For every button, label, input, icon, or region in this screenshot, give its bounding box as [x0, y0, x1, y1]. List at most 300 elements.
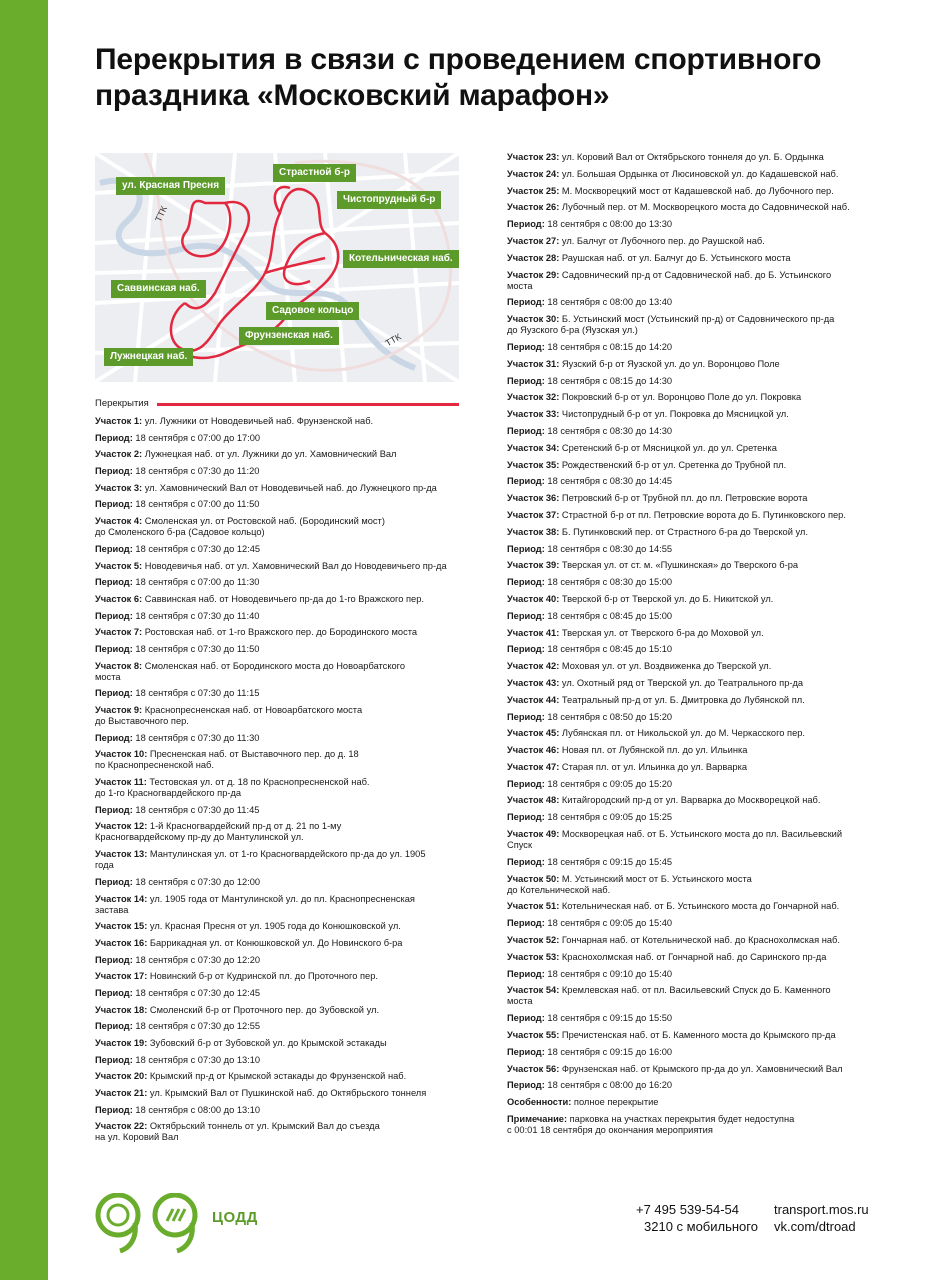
- row-key: Участок 3:: [95, 482, 143, 493]
- title-line-1: Перекрытия в связи с проведением спортивного: [95, 43, 822, 76]
- row-value: ул. 1905 года от Мантулинской ул. до пл. Краснопресненская: [147, 893, 415, 904]
- row-key: Участок 24:: [507, 168, 560, 179]
- row-value-cont: до Котельнической наб.: [507, 884, 611, 895]
- note-value-cont: с 00:01 18 сентября до окончания мероприятия: [507, 1125, 713, 1136]
- row-value: ул. Коровий Вал от Октябрьского тоннеля до ул. Б. Ордынка: [559, 152, 824, 162]
- closure-row: [95, 1105, 467, 1116]
- row-key: Участок 13:: [95, 849, 148, 860]
- row-key: Участок 41:: [507, 627, 560, 638]
- closure-row: [507, 577, 879, 588]
- page-title: [95, 42, 915, 114]
- row-value: Старая пл. от ул. Ильинка до ул. Варварка: [559, 761, 748, 772]
- closure-row: [95, 577, 467, 588]
- row-key: Участок 34:: [507, 442, 560, 453]
- closure-row: [95, 705, 467, 727]
- closure-row: [507, 829, 879, 851]
- row-key: Период:: [95, 1054, 133, 1065]
- row-key: Период:: [507, 644, 545, 655]
- row-key: Участок 44:: [507, 694, 560, 705]
- org-name: ЦОДД: [212, 1209, 258, 1226]
- closure-row: [95, 1071, 467, 1082]
- closure-row: [95, 921, 467, 932]
- closure-row: [507, 779, 879, 790]
- row-key: Период:: [95, 1104, 133, 1115]
- closure-row: [507, 186, 879, 197]
- row-key: Участок 4:: [95, 516, 143, 527]
- row-value: ул. Лужники от Новодевичьей наб. Фрунзенской наб.: [142, 416, 374, 426]
- row-key: Участок 28:: [507, 252, 560, 263]
- map-label-frunzenskaya: Фрунзенская наб.: [239, 327, 339, 345]
- closure-row: [507, 476, 879, 487]
- row-value: 18 сентября с 07:30 до 11:45: [132, 804, 260, 815]
- row-key: Участок 16:: [95, 937, 148, 948]
- closure-row: [507, 297, 879, 308]
- closure-row: [95, 561, 467, 572]
- row-key: Период:: [95, 688, 133, 699]
- row-key: Период:: [507, 543, 545, 554]
- closure-row: [507, 426, 879, 437]
- closure-row: [507, 169, 879, 180]
- closure-row: [95, 661, 467, 683]
- row-key: Участок 51:: [507, 901, 560, 912]
- row-key: Участок 42:: [507, 661, 560, 672]
- row-value: Пречистенская наб. от Б. Каменного моста до Крымского пр-да: [559, 1030, 836, 1041]
- row-value: Страстной б-р от пл. Петровские ворота до Б. Путинковского пер.: [559, 509, 846, 520]
- closure-row: [95, 749, 467, 771]
- row-key: Участок 10:: [95, 749, 148, 760]
- row-key: Участок 38:: [507, 526, 560, 537]
- row-value: Гончарная наб. от Котельнической наб. до Краснохолмская наб.: [559, 935, 840, 946]
- row-value-cont: до Выставочного пер.: [95, 716, 189, 726]
- closure-row: [507, 443, 879, 454]
- row-value: Лужнецкая наб. от ул. Лужники до ул. Хамовнический Вал: [142, 449, 397, 460]
- row-key: Участок 15:: [95, 921, 148, 932]
- row-value-cont: до Смоленского б-ра (Садовое кольцо): [95, 527, 265, 538]
- closure-row: [507, 544, 879, 555]
- row-key: Участок 23:: [507, 152, 560, 162]
- row-key: Период:: [507, 968, 545, 979]
- closure-row: [95, 1055, 467, 1066]
- closure-row: [507, 728, 879, 739]
- closure-row: [507, 857, 879, 868]
- row-key: Участок 48:: [507, 795, 560, 806]
- closure-row: [507, 359, 879, 370]
- closure-row: [507, 409, 879, 420]
- closure-row: [95, 466, 467, 477]
- codd-logo-icon: [95, 1193, 215, 1253]
- title-line-2: праздника «Московский марафон»: [95, 79, 610, 112]
- legend-label: Перекрытия: [95, 398, 149, 409]
- row-value: Москворецкая наб. от Б. Устьинского моста до пл. Васильевский: [559, 829, 843, 840]
- closure-row: [507, 935, 879, 946]
- row-value: 18 сентября с 07:30 до 11:30: [132, 732, 260, 743]
- closure-row: [507, 969, 879, 980]
- row-key: Период:: [95, 543, 133, 554]
- closure-row: [507, 812, 879, 823]
- row-key: Период:: [507, 341, 545, 352]
- closure-row: [507, 1097, 879, 1108]
- row-value: Б. Устьинский мост (Устьинский пр-д) от Садовнического пр-да: [559, 314, 835, 325]
- row-value: Ростовская наб. от 1-го Вражского пер. до Бородинского моста: [142, 627, 418, 638]
- closure-row: [507, 628, 879, 639]
- row-key: Участок 40:: [507, 593, 560, 604]
- row-value: Театральный пр-д от ул. Б. Дмитровка до Лубянской пл.: [559, 694, 805, 705]
- closure-row: [95, 449, 467, 460]
- row-value: Петровский б-р от Трубной пл. до пл. Петровские ворота: [559, 493, 808, 504]
- map-label-sadovoe: Садовое кольцо: [266, 302, 359, 320]
- row-key: Участок 45:: [507, 728, 560, 739]
- row-key: Период:: [507, 1046, 545, 1057]
- row-value: Смоленская наб. от Бородинского моста до Новоарбатского: [142, 660, 406, 671]
- row-key: Период:: [95, 987, 133, 998]
- row-value: 18 сентября с 08:30 до 14:55: [544, 543, 673, 554]
- row-value: 18 сентября с 08:00 до 13:30: [544, 219, 673, 230]
- row-value: 18 сентября с 08:45 до 15:10: [544, 644, 673, 655]
- closure-row: [507, 1013, 879, 1024]
- closure-row: [507, 342, 879, 353]
- closure-row: [95, 644, 467, 655]
- row-key: Период:: [95, 876, 133, 887]
- row-value-cont: моста: [507, 996, 533, 1007]
- row-key: Участок 6:: [95, 593, 143, 604]
- map-label-luzhnetskaya: Лужнецкая наб.: [104, 348, 193, 366]
- row-key: Участок 52:: [507, 935, 560, 946]
- closure-row: [507, 1064, 879, 1075]
- row-key: Период:: [507, 425, 545, 436]
- row-value: 18 сентября с 09:05 до 15:40: [544, 918, 673, 929]
- row-value: 18 сентября с 09:15 до 15:45: [544, 856, 673, 867]
- row-value: Лубянская пл. от Никольской ул. до М. Черкасского пер.: [559, 728, 806, 739]
- closure-row: [95, 433, 467, 444]
- row-value: Краснопресненская наб. от Новоарбатского моста: [142, 705, 363, 715]
- row-value: Баррикадная ул. от Конюшковской ул. До Новинского б-ра: [147, 937, 403, 948]
- row-key: Участок 12:: [95, 821, 148, 832]
- row-key: Участок 30:: [507, 314, 560, 325]
- row-key: Период:: [95, 1021, 133, 1032]
- row-key: Участок 2:: [95, 449, 143, 460]
- closures-list-left: [95, 416, 467, 1149]
- row-key: Период:: [95, 610, 133, 621]
- closure-row: [95, 849, 467, 871]
- closure-row: [507, 644, 879, 655]
- row-value: Новинский б-р от Кудринской пл. до Проточного пер.: [147, 971, 378, 982]
- closure-row: [507, 985, 879, 1007]
- closure-row: [507, 253, 879, 264]
- closure-row: [95, 516, 467, 538]
- row-key: Участок 35:: [507, 459, 560, 470]
- row-key: Участок 36:: [507, 493, 560, 504]
- row-value: 1-й Красногвардейский пр-д от д. 21 по 1-му: [147, 821, 342, 832]
- row-key: Участок 1:: [95, 416, 143, 426]
- row-value: Котельническая наб. от Б. Устьинского моста до Гончарной наб.: [559, 901, 840, 912]
- row-value: Чистопрудный б-р от ул. Покровка до Мясницкой ул.: [559, 409, 789, 420]
- map-label-krasnaya-presnya: ул. Красная Пресня: [116, 177, 225, 195]
- row-key: Период:: [507, 711, 545, 722]
- closure-row: [507, 493, 879, 504]
- closure-row: [507, 611, 879, 622]
- row-key: Период:: [507, 219, 545, 230]
- parking-note: [507, 1114, 879, 1136]
- row-value: 18 сентября с 07:00 до 11:30: [132, 577, 260, 588]
- row-value: ул. Большая Ордынка от Люсиновской ул. до Кадашевской наб.: [559, 168, 839, 179]
- closure-row: [95, 777, 467, 799]
- row-value: 18 сентября с 07:30 до 12:55: [132, 1021, 261, 1032]
- row-value: 18 сентября с 09:10 до 15:40: [544, 968, 673, 979]
- closure-row: [507, 712, 879, 723]
- row-value: Мантулинская ул. от 1-го Красногвардейского пр-да до ул. 1905: [147, 849, 426, 860]
- row-value: Саввинская наб. от Новодевичьего пр-да до 1-го Вражского пер.: [142, 593, 424, 604]
- row-key: Участок 47:: [507, 761, 560, 772]
- row-value: 18 сентября с 07:30 до 11:15: [132, 688, 260, 699]
- closure-row: [507, 918, 879, 929]
- row-key: Период:: [507, 610, 545, 621]
- row-value: 18 сентября с 08:45 до 15:00: [544, 610, 673, 621]
- row-value: ул. Балчуг от Лубочного пер. до Раушской наб.: [559, 235, 765, 246]
- row-value: 18 сентября с 07:30 до 12:00: [132, 876, 261, 887]
- closure-row: [507, 270, 879, 292]
- row-key: Период:: [95, 577, 133, 588]
- row-key: Период:: [95, 466, 133, 477]
- map-label-chistoprudny: Чистопрудный б-р: [337, 191, 441, 209]
- row-value: 18 сентября с 09:05 до 15:25: [544, 812, 673, 823]
- closures-list-right: [507, 152, 879, 1142]
- row-value: Новая пл. от Лубянской пл. до ул. Ильинка: [559, 745, 748, 756]
- row-key: Период:: [507, 812, 545, 823]
- row-value-cont: Красногвардейскому пр-ду до Мантулинской ул.: [95, 832, 304, 843]
- row-value: 18 сентября с 08:30 до 14:45: [544, 476, 673, 487]
- row-value: 18 сентября с 07:30 до 11:20: [132, 466, 260, 477]
- map-label-ttk-right: ТТК: [383, 331, 403, 349]
- closure-row: [95, 1038, 467, 1049]
- closure-row: [507, 202, 879, 213]
- row-key: Участок 17:: [95, 971, 148, 982]
- row-key: Участок 49:: [507, 829, 560, 840]
- closure-row: [507, 314, 879, 336]
- row-value-cont: моста: [95, 671, 121, 682]
- row-value: 18 сентября с 08:00 до 13:40: [544, 297, 673, 308]
- logo-ring-1: [98, 1195, 138, 1235]
- map-label-savvinskaya: Саввинская наб.: [111, 280, 206, 298]
- row-value: Китайгородский пр-д от ул. Варварка до Москворецкой наб.: [559, 795, 821, 806]
- closure-row: [95, 1088, 467, 1099]
- closure-row: [507, 152, 879, 163]
- closure-row: [507, 219, 879, 230]
- closure-row: [507, 745, 879, 756]
- closure-row: [507, 527, 879, 538]
- row-key: Участок 25:: [507, 185, 560, 196]
- row-value: 18 сентября с 07:30 до 11:40: [132, 610, 260, 621]
- closure-row: [95, 611, 467, 622]
- closure-row: [95, 544, 467, 555]
- row-key: Участок 21:: [95, 1088, 148, 1099]
- row-key: Период:: [95, 954, 133, 965]
- closure-row: [95, 416, 467, 427]
- row-value: 18 сентября с 08:30 до 15:00: [544, 577, 673, 588]
- row-key: Участок 32:: [507, 392, 560, 403]
- row-value: 18 сентября с 07:30 до 11:50: [132, 643, 260, 654]
- closure-row: [95, 483, 467, 494]
- row-value: 18 сентября с 09:15 до 16:00: [544, 1046, 673, 1057]
- row-value: ул. Красная Пресня от ул. 1905 года до Конюшковской ул.: [147, 921, 401, 932]
- row-value: Лубочный пер. от М. Москворецкого моста до Садовнической наб.: [559, 202, 850, 213]
- row-key: Период:: [507, 918, 545, 929]
- closure-row: [507, 678, 879, 689]
- closure-row: [507, 661, 879, 672]
- row-value: Кремлевская наб. от пл. Васильевский Спуск до Б. Каменного: [559, 985, 831, 996]
- closure-row: [507, 510, 879, 521]
- closure-row: [95, 1005, 467, 1016]
- row-value: Крымский пр-д от Крымской эстакады до Фрунзенской наб.: [147, 1071, 407, 1082]
- row-value: Зубовский б-р от Зубовской ул. до Крымской эстакады: [147, 1038, 387, 1048]
- row-key: Период:: [507, 375, 545, 386]
- row-key: Период:: [507, 577, 545, 588]
- note-key: Примечание:: [507, 1114, 568, 1125]
- row-key: Участок 9:: [95, 705, 143, 715]
- closure-row: [507, 901, 879, 912]
- row-value: Пресненская наб. от Выставочного пер. до д. 18: [147, 749, 359, 760]
- row-value: 18 сентября с 08:00 до 13:10: [132, 1104, 261, 1115]
- row-key: Участок 50:: [507, 873, 560, 884]
- row-key: Участок 7:: [95, 627, 143, 638]
- row-value: 18 сентября с 07:30 до 12:45: [132, 987, 261, 998]
- row-value: Моховая ул. от ул. Воздвиженка до Тверской ул.: [559, 661, 772, 672]
- closure-row: [507, 1047, 879, 1058]
- row-key: Участок 54:: [507, 985, 560, 996]
- row-key: Участок 26:: [507, 202, 560, 213]
- closure-row: [95, 805, 467, 816]
- row-value: 18 сентября с 09:05 до 15:20: [544, 778, 673, 789]
- closure-row: [507, 1080, 879, 1091]
- row-key: Участок 27:: [507, 235, 560, 246]
- route-map: [95, 153, 459, 382]
- closure-row: [95, 821, 467, 843]
- phone-number[interactable]: +7 495 539-54-54: [636, 1202, 740, 1217]
- closure-row: [507, 460, 879, 471]
- closure-row: [95, 1021, 467, 1032]
- row-value: Сретенский б-р от Мясницкой ул. до ул. Сретенка: [559, 442, 777, 453]
- row-value: 18 сентября с 08:30 до 14:30: [544, 425, 673, 436]
- row-key: Период:: [507, 297, 545, 308]
- row-key: Участок 11:: [95, 777, 147, 788]
- row-key: Период:: [507, 1013, 545, 1024]
- row-key: Период:: [95, 643, 133, 654]
- row-key: Участок 14:: [95, 893, 148, 904]
- row-key: Период:: [507, 476, 545, 487]
- row-value: Тверская ул. от Тверского б-ра до Моховой ул.: [559, 627, 764, 638]
- row-value: Смоленский б-р от Проточного пер. до Зубовской ул.: [147, 1004, 380, 1015]
- row-value: 18 сентября с 07:30 до 12:45: [132, 543, 261, 554]
- row-value: 18 сентября с 08:00 до 16:20: [544, 1080, 673, 1091]
- row-key: Участок 31:: [507, 358, 560, 369]
- row-key: Период:: [95, 499, 133, 510]
- map-label-strastnoy: Страстной б-р: [273, 164, 356, 182]
- row-key: Период:: [507, 856, 545, 867]
- row-key: Период:: [95, 432, 133, 443]
- row-value: Яузский б-р от Яузской ул. до ул. Воронцово Поле: [559, 358, 780, 369]
- map-label-ttk-left: ТТК: [153, 204, 170, 224]
- logo-ring-inner: [108, 1205, 128, 1225]
- closure-row: [507, 236, 879, 247]
- row-value: Тестовская ул. от д. 18 по Краснопресненской наб.: [146, 777, 370, 788]
- map-legend: [95, 398, 459, 412]
- row-key: Участок 55:: [507, 1030, 560, 1041]
- row-value: Тверской б-р от Тверской ул. до Б. Никитской ул.: [559, 593, 774, 604]
- row-value: Фрунзенская наб. от Крымского пр-да до ул. Хамовнический Вал: [559, 1063, 843, 1074]
- row-key: Участок 39:: [507, 560, 560, 571]
- row-value-cont: года: [95, 860, 114, 871]
- row-key: Период:: [95, 804, 133, 815]
- row-value: Садовнический пр-д от Садовнической наб. до Б. Устьинского: [559, 269, 832, 280]
- row-key: Период:: [507, 1080, 545, 1091]
- row-value: Покровский б-р от ул. Воронцово Поле до ул. Покровка: [559, 392, 802, 403]
- row-key: Участок 56:: [507, 1063, 560, 1074]
- row-value: полное перекрытие: [571, 1097, 659, 1108]
- row-key: Участок 37:: [507, 509, 560, 520]
- row-key: Участок 33:: [507, 409, 560, 420]
- row-value: Б. Путинковский пер. от Страстного б-ра до Тверской ул.: [559, 526, 808, 537]
- row-value: 18 сентября с 07:00 до 11:50: [132, 499, 260, 510]
- closure-row: [507, 874, 879, 896]
- closure-row: [95, 627, 467, 638]
- row-value-cont: застава: [95, 904, 129, 915]
- row-value: М. Устьинский мост от Б. Устьинского моста: [559, 873, 752, 884]
- closure-row: [95, 955, 467, 966]
- row-key: Период:: [507, 778, 545, 789]
- closure-row: [95, 733, 467, 744]
- closure-row: [507, 695, 879, 706]
- row-value-cont: до 1-го Красногвардейского пр-да: [95, 788, 242, 799]
- row-value: Раушская наб. от ул. Балчуг до Б. Устьинского моста: [559, 252, 791, 263]
- closure-row: [507, 795, 879, 806]
- row-key: Участок 53:: [507, 951, 560, 962]
- row-value: 18 сентября с 08:50 до 15:20: [544, 711, 673, 722]
- closure-row: [95, 688, 467, 699]
- row-key: Участок 46:: [507, 745, 560, 756]
- row-value: ул. Охотный ряд от Тверской ул. до Театрального пр-да: [559, 677, 804, 688]
- vk-link[interactable]: vk.com/dtroad: [774, 1219, 856, 1234]
- logo-stripes: [167, 1209, 185, 1221]
- row-value: Тверская ул. от ст. м. «Пушкинская» до Тверского б-ра: [559, 560, 799, 571]
- row-value-cont: моста: [507, 280, 533, 291]
- row-value: 18 сентября с 07:00 до 17:00: [132, 432, 261, 443]
- row-key: Участок 18:: [95, 1004, 148, 1015]
- row-key: Период:: [95, 732, 133, 743]
- map-label-kotelnicheskaya: Котельническая наб.: [343, 250, 459, 268]
- side-accent-bar: [0, 0, 48, 1280]
- note-value: парковка на участках перекрытия будет недоступна: [567, 1114, 795, 1125]
- closure-row: [95, 499, 467, 510]
- row-value: Новодевичья наб. от ул. Хамовнический Вал до Новодевичьего пр-да: [142, 560, 447, 571]
- row-key: Участок 22:: [95, 1121, 148, 1132]
- row-key: Участок 29:: [507, 269, 560, 280]
- row-key: Участок 5:: [95, 560, 143, 571]
- closure-row: [507, 392, 879, 403]
- closure-row: [507, 594, 879, 605]
- row-value: Рождественский б-р от ул. Сретенка до Трубной пл.: [559, 459, 787, 470]
- row-value: М. Москворецкий мост от Кадашевской наб. до Лубочного пер.: [559, 185, 834, 196]
- row-value: ул. Хамовнический Вал от Новодевичьей наб. до Лужнецкого пр-да: [142, 482, 437, 493]
- legend-route-line: [157, 403, 459, 406]
- row-value: 18 сентября с 08:15 до 14:20: [544, 341, 673, 352]
- closure-row: [507, 952, 879, 963]
- website-link[interactable]: transport.mos.ru: [774, 1202, 869, 1217]
- row-value: 18 сентября с 07:30 до 13:10: [132, 1054, 261, 1065]
- closure-row: [95, 894, 467, 916]
- row-value: 18 сентября с 09:15 до 15:50: [544, 1013, 673, 1024]
- row-value-cont: по Краснопресненской наб.: [95, 760, 214, 771]
- closure-row: [95, 1121, 467, 1143]
- closure-row: [95, 971, 467, 982]
